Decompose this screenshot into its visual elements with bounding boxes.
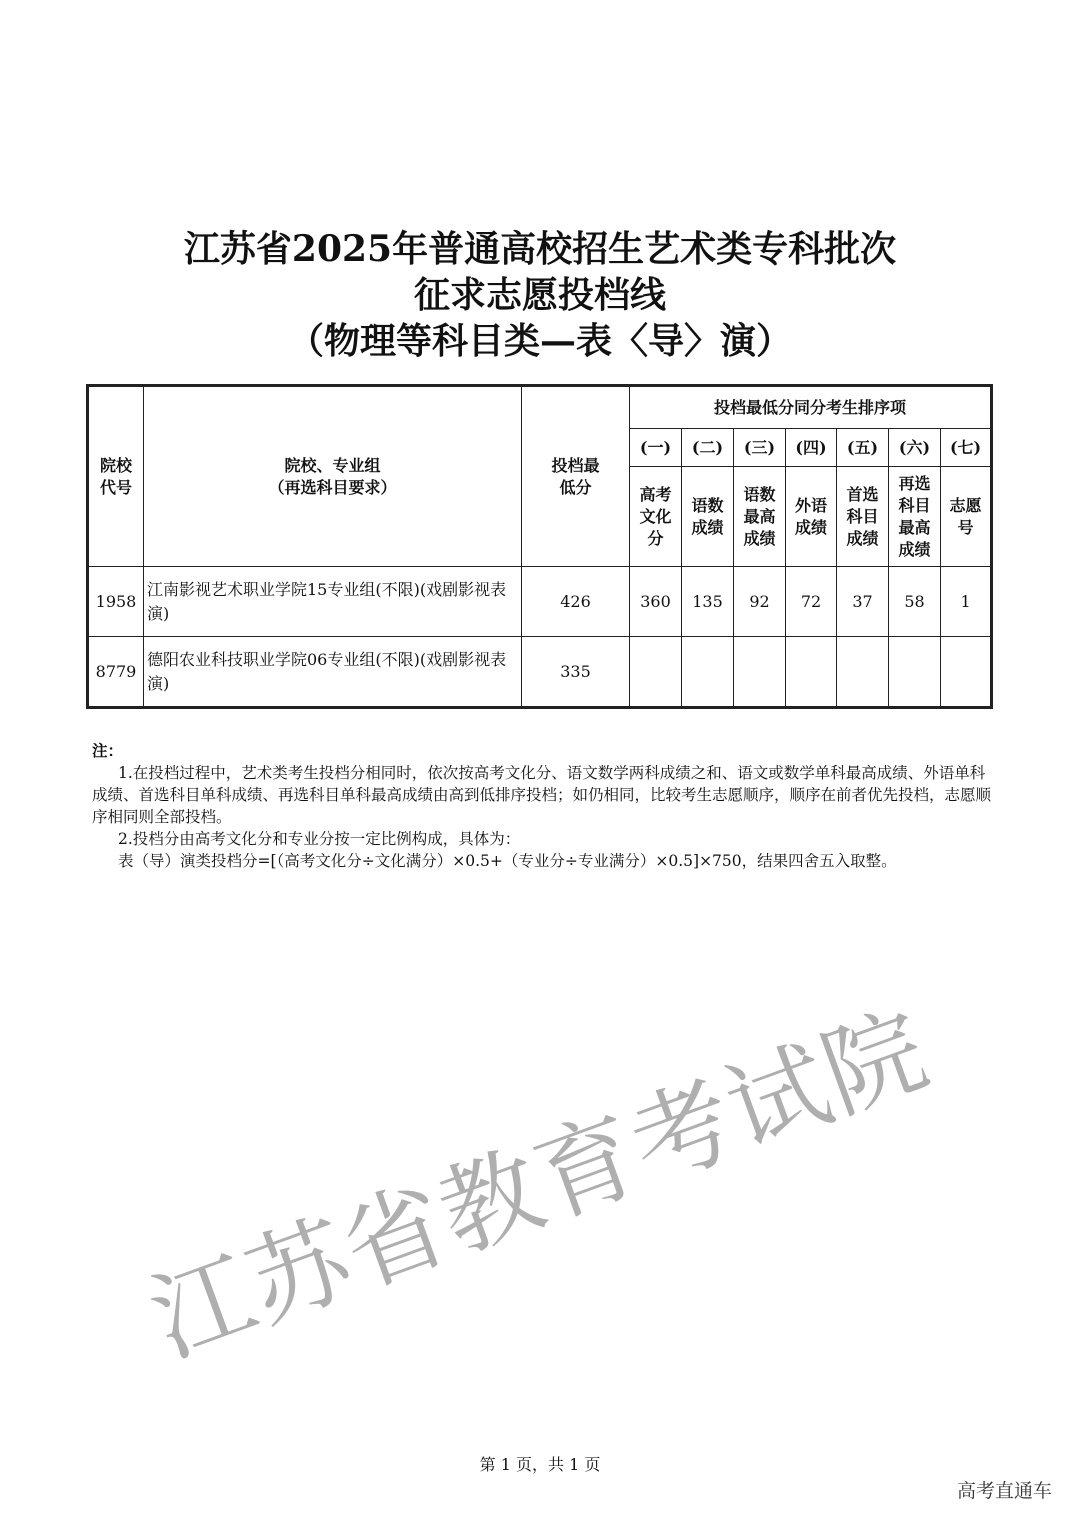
header-item — [941, 467, 991, 567]
brand-label: 高考直通车 — [956, 1480, 1052, 1502]
header-item — [630, 467, 682, 567]
school-group-name: 德阳农业科技职业学院06专业组(不限)(戏剧影视表演) — [144, 637, 522, 707]
tie-value: 37 — [837, 567, 889, 637]
header-order: (二) — [682, 429, 734, 467]
tie-value — [682, 637, 734, 707]
tie-value: 58 — [889, 567, 941, 637]
header-item — [682, 467, 734, 567]
tie-value — [630, 637, 682, 707]
tie-value — [889, 637, 941, 707]
min-score: 426 — [522, 567, 630, 637]
header-name: 院校、专业组 （再选科目要求） — [144, 387, 522, 567]
header-item-label: 再选科目最高成绩 — [898, 473, 931, 559]
header-order: (四) — [786, 429, 837, 467]
header-item — [889, 467, 941, 567]
header-item-label: 首选科目成绩 — [846, 484, 879, 548]
school-code: 1958 — [89, 567, 144, 637]
tie-value — [837, 637, 889, 707]
tie-value: 72 — [786, 567, 837, 637]
table-row — [89, 637, 991, 707]
tie-value — [734, 637, 786, 707]
header-min-score: 投档最低分 — [522, 387, 630, 567]
school-code: 8779 — [89, 637, 144, 707]
admission-table — [88, 386, 991, 707]
note-3: 表（导）演类投档分=[（高考文化分÷文化满分）×0.5+（专业分÷专业满分）×0.5]×750，结果四舍五入取整。 — [118, 852, 897, 870]
header-order: (一) — [630, 429, 682, 467]
header-item — [786, 467, 837, 567]
header-order: (五) — [837, 429, 889, 467]
header-item — [837, 467, 889, 567]
page-footer: 第 1 页，共 1 页 — [479, 1455, 601, 1474]
tie-value: 360 — [630, 567, 682, 637]
tie-value: 1 — [941, 567, 991, 637]
header-item — [734, 467, 786, 567]
notes — [92, 740, 992, 872]
tie-value — [941, 637, 991, 707]
tie-value: 135 — [682, 567, 734, 637]
doc-title-line1: 江苏省2025年普通高校招生艺术类专科批次 — [183, 228, 897, 270]
header-item-label: 语数成绩 — [691, 495, 724, 537]
header-order: (六) — [889, 429, 941, 467]
note-1: 1.在投档过程中，艺术类考生投档分相同时，依次按高考文化分、语文数学两科成绩之和、语文或数学单科最高成绩、外语单科成绩、首选科目单科成绩、再选科目单科最高成绩由高到低排序投档；如仍相同，比较考生志愿顺序，顺序在前者优先投档，志愿顺序相同则全部投档。 — [92, 764, 992, 826]
watermark: 江苏省教育考试院 — [136, 990, 944, 1380]
school-group-name: 江南影视艺术职业学院15专业组(不限)(戏剧影视表演) — [144, 567, 522, 637]
notes-heading: 注： — [92, 741, 124, 760]
doc-title-line3: （物理等科目类—表〈导〉演） — [287, 320, 792, 362]
header-item-label: 语数最高成绩 — [743, 484, 776, 548]
header-tie-group: 投档最低分同分考生排序项 — [630, 387, 991, 429]
header-code: 院校代号 — [89, 387, 144, 567]
table-row — [89, 567, 991, 637]
header-item-label: 高考文化分 — [639, 484, 672, 548]
tie-value — [786, 637, 837, 707]
header-item-label: 外语成绩 — [794, 495, 827, 537]
doc-title-line2: 征求志愿投档线 — [413, 274, 666, 316]
min-score: 335 — [522, 637, 630, 707]
header-order: (三) — [734, 429, 786, 467]
header-order: (七) — [941, 429, 991, 467]
tie-value: 92 — [734, 567, 786, 637]
header-item-label: 志愿号 — [949, 495, 982, 537]
note-2: 2.投档分由高考文化分和专业分按一定比例构成，具体为： — [118, 830, 521, 848]
